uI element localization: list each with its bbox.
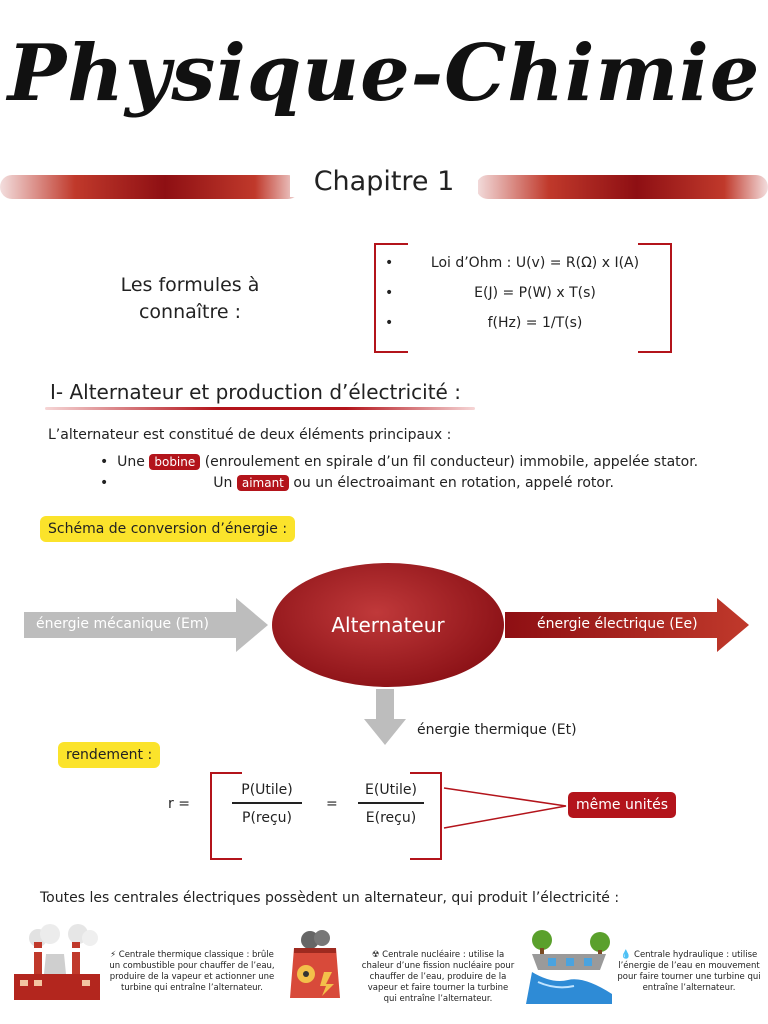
hydro-plant-text: 💧 Centrale hydraulique : utilise l’énergie de l’eau en mouvement pour faire tourner une turbine qui entraîne l’alternateur. bbox=[617, 950, 761, 993]
thermal-plant-text: ⚡ Centrale thermique classique : brûle un combustible pour chauffer de l’eau, produire de la vapeur et actionner une turbine qui entraîne l’alternateur. bbox=[109, 950, 275, 993]
thermal-plant-icon bbox=[10, 924, 105, 1002]
fraction-energy-numerator: E(Utile) bbox=[358, 780, 424, 804]
fraction-energy-denominator: E(reçu) bbox=[365, 810, 417, 826]
loss-arrow bbox=[364, 689, 406, 745]
nuclear-plant-icon bbox=[280, 928, 350, 1000]
bullet-bobine: • Une bobine (enroulement en spirale d’un fil conducteur) immobile, appelée stator. bbox=[100, 454, 699, 470]
fraction-power-numerator: P(Utile) bbox=[232, 780, 302, 804]
fraction-power-denominator: P(reçu) bbox=[242, 810, 292, 826]
schema-label: Schéma de conversion d’énergie : bbox=[40, 516, 295, 542]
formula-item: • f(Hz) = 1/T(s) bbox=[385, 315, 583, 331]
formula-item: • E(J) = P(W) x T(s) bbox=[385, 285, 596, 301]
chapter-title: Chapitre 1 bbox=[290, 166, 478, 197]
centrales-intro: Toutes les centrales électriques possèdent un alternateur, qui produit l’électricité : bbox=[40, 890, 620, 906]
formula-item: • Loi d’Ohm : U(v) = R(Ω) x I(A) bbox=[385, 255, 640, 271]
alternateur-label: Alternateur bbox=[331, 613, 445, 637]
nuclear-plant-text: ☢ Centrale nucléaire : utilise la chaleur d’une fission nucléaire pour chauffer de l’eau, produire de la vapeur et faire tourner la turbine qui entraîne l’alternateur. bbox=[361, 950, 515, 1004]
tag-bobine: bobine bbox=[149, 454, 200, 470]
chapter-bar-left bbox=[0, 175, 300, 199]
rendement-label: rendement : bbox=[58, 742, 160, 768]
input-energy-label: énergie mécanique (Em) bbox=[36, 616, 209, 632]
formulas-list bbox=[385, 248, 665, 338]
alternateur-node bbox=[272, 563, 504, 687]
formulas-label: Les formules à connaître : bbox=[120, 274, 260, 323]
r-equals: r = bbox=[168, 796, 190, 812]
fraction-power bbox=[232, 780, 302, 826]
fraction-energy bbox=[358, 780, 424, 826]
section-heading: I- Alternateur et production d’électricité : bbox=[50, 380, 461, 404]
fraction-equals: = bbox=[326, 796, 338, 812]
section-intro: L’alternateur est constitué de deux éléments principaux : bbox=[48, 427, 452, 443]
bullet-aimant: • Un aimant ou un électroaimant en rotation, appelé rotor. bbox=[100, 475, 614, 491]
loss-energy-label: énergie thermique (Et) bbox=[417, 722, 577, 738]
tag-aimant: aimant bbox=[237, 475, 289, 491]
units-connector bbox=[440, 786, 570, 830]
output-energy-label: énergie électrique (Ee) bbox=[537, 616, 698, 632]
chapter-bar-right bbox=[476, 175, 768, 199]
section-underline bbox=[45, 407, 475, 410]
page-title: Physique-Chimie bbox=[7, 28, 761, 119]
same-units-badge: même unités bbox=[568, 792, 676, 818]
hydro-plant-icon bbox=[522, 924, 614, 1004]
